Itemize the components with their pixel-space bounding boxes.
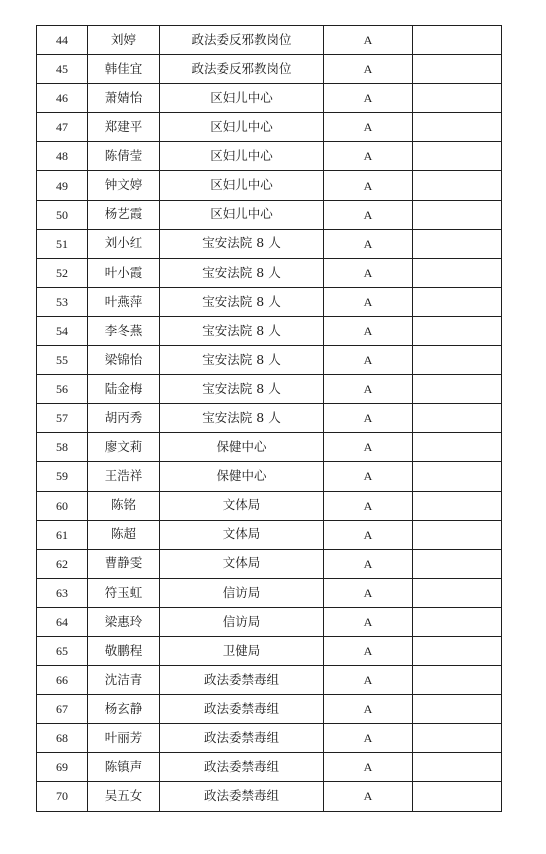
note-cell [413, 55, 502, 84]
row-number-cell: 50 [37, 200, 88, 229]
grade-cell: A [324, 287, 413, 316]
note-cell [413, 200, 502, 229]
person-name-cell: 叶丽芳 [88, 724, 160, 753]
person-name-cell: 刘婷 [88, 26, 160, 55]
table-row [37, 520, 502, 549]
note-cell [413, 346, 502, 375]
note-cell [413, 607, 502, 636]
unit-cell: 区妇儿中心 [160, 171, 324, 200]
grade-cell: A [324, 375, 413, 404]
person-name-cell: 梁锦怡 [88, 346, 160, 375]
unit-cell: 保健中心 [160, 433, 324, 462]
table-row [37, 433, 502, 462]
note-cell [413, 26, 502, 55]
unit-cell: 信访局 [160, 607, 324, 636]
note-cell [413, 462, 502, 491]
row-number-cell: 69 [37, 753, 88, 782]
table-row [37, 404, 502, 433]
grade-cell: A [324, 346, 413, 375]
person-name-cell: 叶小霞 [88, 258, 160, 287]
note-cell [413, 666, 502, 695]
note-cell [413, 113, 502, 142]
grade-cell: A [324, 695, 413, 724]
grade-cell: A [324, 782, 413, 811]
unit-cell: 宝安法院 8 人 [160, 229, 324, 258]
row-number-cell: 62 [37, 549, 88, 578]
person-name-cell: 吴五女 [88, 782, 160, 811]
note-cell [413, 636, 502, 665]
grade-cell: A [324, 724, 413, 753]
table-row [37, 753, 502, 782]
row-number-cell: 66 [37, 666, 88, 695]
unit-cell: 宝安法院 8 人 [160, 258, 324, 287]
unit-cell: 宝安法院 8 人 [160, 346, 324, 375]
person-name-cell: 李冬燕 [88, 316, 160, 345]
grade-cell: A [324, 462, 413, 491]
unit-cell: 宝安法院 8 人 [160, 287, 324, 316]
row-number-cell: 59 [37, 462, 88, 491]
table-row [37, 666, 502, 695]
grade-cell: A [324, 578, 413, 607]
table-row [37, 782, 502, 811]
row-number-cell: 51 [37, 229, 88, 258]
row-number-cell: 44 [37, 26, 88, 55]
unit-cell: 区妇儿中心 [160, 142, 324, 171]
grade-cell: A [324, 113, 413, 142]
table-row [37, 26, 502, 55]
note-cell [413, 433, 502, 462]
person-name-cell: 钟文婷 [88, 171, 160, 200]
note-cell [413, 520, 502, 549]
table-row [37, 142, 502, 171]
grade-cell: A [324, 520, 413, 549]
row-number-cell: 67 [37, 695, 88, 724]
table-row [37, 491, 502, 520]
person-name-cell: 陈倩莹 [88, 142, 160, 171]
person-name-cell: 廖文莉 [88, 433, 160, 462]
unit-cell: 政法委禁毒组 [160, 724, 324, 753]
person-name-cell: 杨艺霞 [88, 200, 160, 229]
note-cell [413, 258, 502, 287]
person-name-cell: 郑建平 [88, 113, 160, 142]
note-cell [413, 171, 502, 200]
row-number-cell: 56 [37, 375, 88, 404]
table-row [37, 607, 502, 636]
grade-cell: A [324, 142, 413, 171]
person-name-cell: 刘小红 [88, 229, 160, 258]
note-cell [413, 724, 502, 753]
table-row [37, 113, 502, 142]
note-cell [413, 491, 502, 520]
person-name-cell: 陆金梅 [88, 375, 160, 404]
person-name-cell: 敬鹏程 [88, 636, 160, 665]
row-number-cell: 52 [37, 258, 88, 287]
person-name-cell: 沈洁青 [88, 666, 160, 695]
grade-cell: A [324, 636, 413, 665]
note-cell [413, 287, 502, 316]
roster-table [36, 25, 502, 812]
table-row [37, 549, 502, 578]
note-cell [413, 229, 502, 258]
table-row [37, 375, 502, 404]
unit-cell: 区妇儿中心 [160, 200, 324, 229]
table-row [37, 316, 502, 345]
row-number-cell: 55 [37, 346, 88, 375]
row-number-cell: 57 [37, 404, 88, 433]
person-name-cell: 胡丙秀 [88, 404, 160, 433]
person-name-cell: 陈镇声 [88, 753, 160, 782]
unit-cell: 政法委反邪教岗位 [160, 26, 324, 55]
row-number-cell: 64 [37, 607, 88, 636]
person-name-cell: 梁惠玲 [88, 607, 160, 636]
note-cell [413, 695, 502, 724]
grade-cell: A [324, 607, 413, 636]
row-number-cell: 61 [37, 520, 88, 549]
table-row [37, 171, 502, 200]
grade-cell: A [324, 171, 413, 200]
person-name-cell: 萧婧怡 [88, 84, 160, 113]
row-number-cell: 47 [37, 113, 88, 142]
note-cell [413, 578, 502, 607]
roster-table-body [37, 26, 502, 812]
table-row [37, 462, 502, 491]
row-number-cell: 45 [37, 55, 88, 84]
grade-cell: A [324, 229, 413, 258]
unit-cell: 保健中心 [160, 462, 324, 491]
grade-cell: A [324, 55, 413, 84]
note-cell [413, 782, 502, 811]
row-number-cell: 54 [37, 316, 88, 345]
table-row [37, 578, 502, 607]
unit-cell: 政法委禁毒组 [160, 695, 324, 724]
row-number-cell: 49 [37, 171, 88, 200]
grade-cell: A [324, 200, 413, 229]
person-name-cell: 曹静雯 [88, 549, 160, 578]
table-row [37, 84, 502, 113]
person-name-cell: 杨玄静 [88, 695, 160, 724]
table-row [37, 200, 502, 229]
note-cell [413, 404, 502, 433]
unit-cell: 卫健局 [160, 636, 324, 665]
unit-cell: 宝安法院 8 人 [160, 316, 324, 345]
person-name-cell: 符玉虹 [88, 578, 160, 607]
unit-cell: 文体局 [160, 491, 324, 520]
unit-cell: 宝安法院 8 人 [160, 404, 324, 433]
person-name-cell: 韩佳宜 [88, 55, 160, 84]
person-name-cell: 叶燕萍 [88, 287, 160, 316]
row-number-cell: 68 [37, 724, 88, 753]
unit-cell: 信访局 [160, 578, 324, 607]
table-row [37, 636, 502, 665]
note-cell [413, 375, 502, 404]
grade-cell: A [324, 316, 413, 345]
table-row [37, 229, 502, 258]
note-cell [413, 549, 502, 578]
unit-cell: 宝安法院 8 人 [160, 375, 324, 404]
grade-cell: A [324, 549, 413, 578]
table-row [37, 346, 502, 375]
grade-cell: A [324, 258, 413, 287]
table-row [37, 724, 502, 753]
unit-cell: 文体局 [160, 520, 324, 549]
row-number-cell: 65 [37, 636, 88, 665]
row-number-cell: 48 [37, 142, 88, 171]
grade-cell: A [324, 26, 413, 55]
note-cell [413, 753, 502, 782]
note-cell [413, 84, 502, 113]
table-row [37, 258, 502, 287]
row-number-cell: 60 [37, 491, 88, 520]
person-name-cell: 陈超 [88, 520, 160, 549]
unit-cell: 政法委禁毒组 [160, 666, 324, 695]
row-number-cell: 46 [37, 84, 88, 113]
unit-cell: 文体局 [160, 549, 324, 578]
row-number-cell: 58 [37, 433, 88, 462]
table-row [37, 287, 502, 316]
grade-cell: A [324, 433, 413, 462]
unit-cell: 区妇儿中心 [160, 113, 324, 142]
table-row [37, 55, 502, 84]
unit-cell: 政法委禁毒组 [160, 753, 324, 782]
grade-cell: A [324, 753, 413, 782]
person-name-cell: 王浩祥 [88, 462, 160, 491]
table-row [37, 695, 502, 724]
unit-cell: 政法委反邪教岗位 [160, 55, 324, 84]
note-cell [413, 142, 502, 171]
person-name-cell: 陈铭 [88, 491, 160, 520]
grade-cell: A [324, 404, 413, 433]
grade-cell: A [324, 491, 413, 520]
unit-cell: 政法委禁毒组 [160, 782, 324, 811]
row-number-cell: 53 [37, 287, 88, 316]
row-number-cell: 70 [37, 782, 88, 811]
note-cell [413, 316, 502, 345]
unit-cell: 区妇儿中心 [160, 84, 324, 113]
grade-cell: A [324, 666, 413, 695]
row-number-cell: 63 [37, 578, 88, 607]
grade-cell: A [324, 84, 413, 113]
